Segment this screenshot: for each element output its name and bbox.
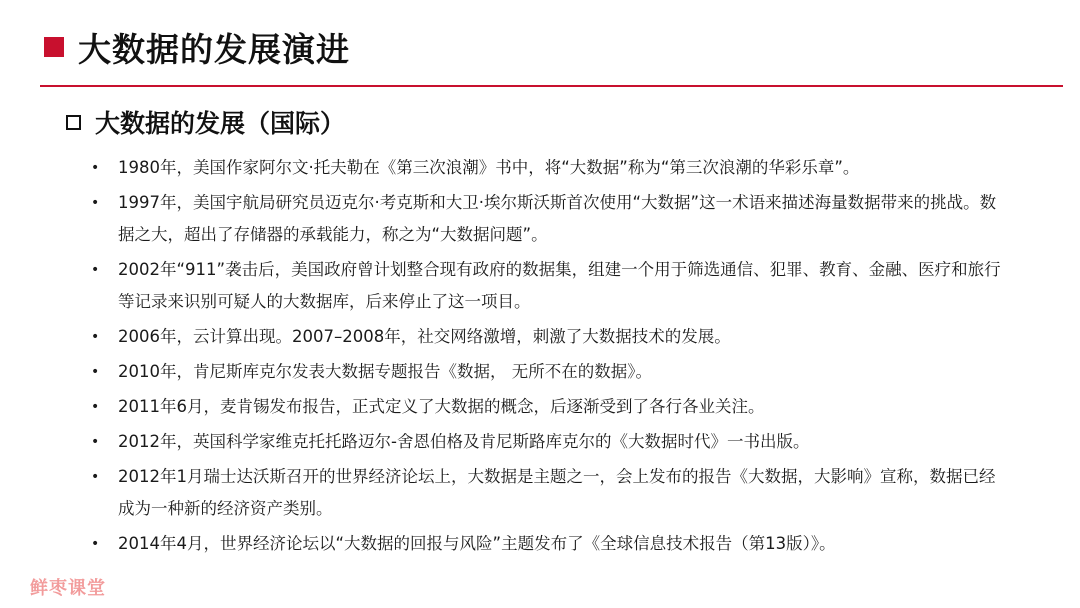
bullet-icon: • [91,434,100,450]
section-title: 大数据的发展（国际） [95,109,346,138]
bullet-text: 2002年“911”袭击后，美国政府曾计划整合现有政府的数据集，组建一个用于筛选通信、犯罪、教育、金融、医疗和旅行等记录来识别可疑人的大数据库，后来停止了这一项目。 [118,260,1001,311]
list-item [90,391,1010,423]
list-item [90,187,1010,251]
list-item [90,254,1010,318]
title-divider [40,85,1063,87]
title-bar [44,22,350,72]
bullet-text: 1997年，美国宇航局研究员迈克尔·考克斯和大卫·埃尔斯沃斯首次使用“大数据”这一术语来描述海量数据带来的挑战。数据之大，超出了存储器的承载能力，称之为“大数据问题”。 [118,193,997,244]
page-title: 大数据的发展演进 [78,29,350,69]
list-item [90,152,1010,184]
bullet-icon: • [91,399,100,415]
bullet-icon: • [91,195,100,211]
list-item [90,461,1010,525]
watermark-logo: 鲜枣课堂 [30,578,106,599]
bullet-list [90,152,1010,563]
bullet-icon: • [91,536,100,552]
bullet-icon: • [91,160,100,176]
bullet-text: 1980年，美国作家阿尔文·托夫勒在《第三次浪潮》书中，将“大数据”称为“第三次浪潮的华彩乐章”。 [118,158,860,177]
bullet-text: 2014年4月，世界经济论坛以“大数据的回报与风险”主题发布了《全球信息技术报告（第13版）》。 [118,534,836,553]
title-square-icon [44,37,64,57]
section-heading [66,104,345,140]
hollow-square-icon [66,115,81,130]
list-item [90,426,1010,458]
bullet-text: 2010年，肯尼斯库克尔发表大数据专题报告《数据， 无所不在的数据》。 [118,362,652,381]
list-item [90,356,1010,388]
bullet-icon: • [91,469,100,485]
bullet-icon: • [91,262,100,278]
bullet-text: 2011年6月，麦肯锡发布报告，正式定义了大数据的概念，后逐渐受到了各行各业关注。 [118,397,765,416]
bullet-text: 2006年，云计算出现。2007–2008年，社交网络激增，刺激了大数据技术的发展。 [118,327,731,346]
bullet-text: 2012年，英国科学家维克托托路迈尔-舍恩伯格及肯尼斯路库克尔的《大数据时代》一书出版。 [118,432,810,451]
list-item [90,528,1010,560]
bullet-icon: • [91,329,100,345]
list-item [90,321,1010,353]
bullet-icon: • [91,364,100,380]
bullet-text: 2012年1月瑞士达沃斯召开的世界经济论坛上，大数据是主题之一，会上发布的报告《大数据，大影响》宣称，数据已经成为一种新的经济资产类别。 [118,467,996,518]
